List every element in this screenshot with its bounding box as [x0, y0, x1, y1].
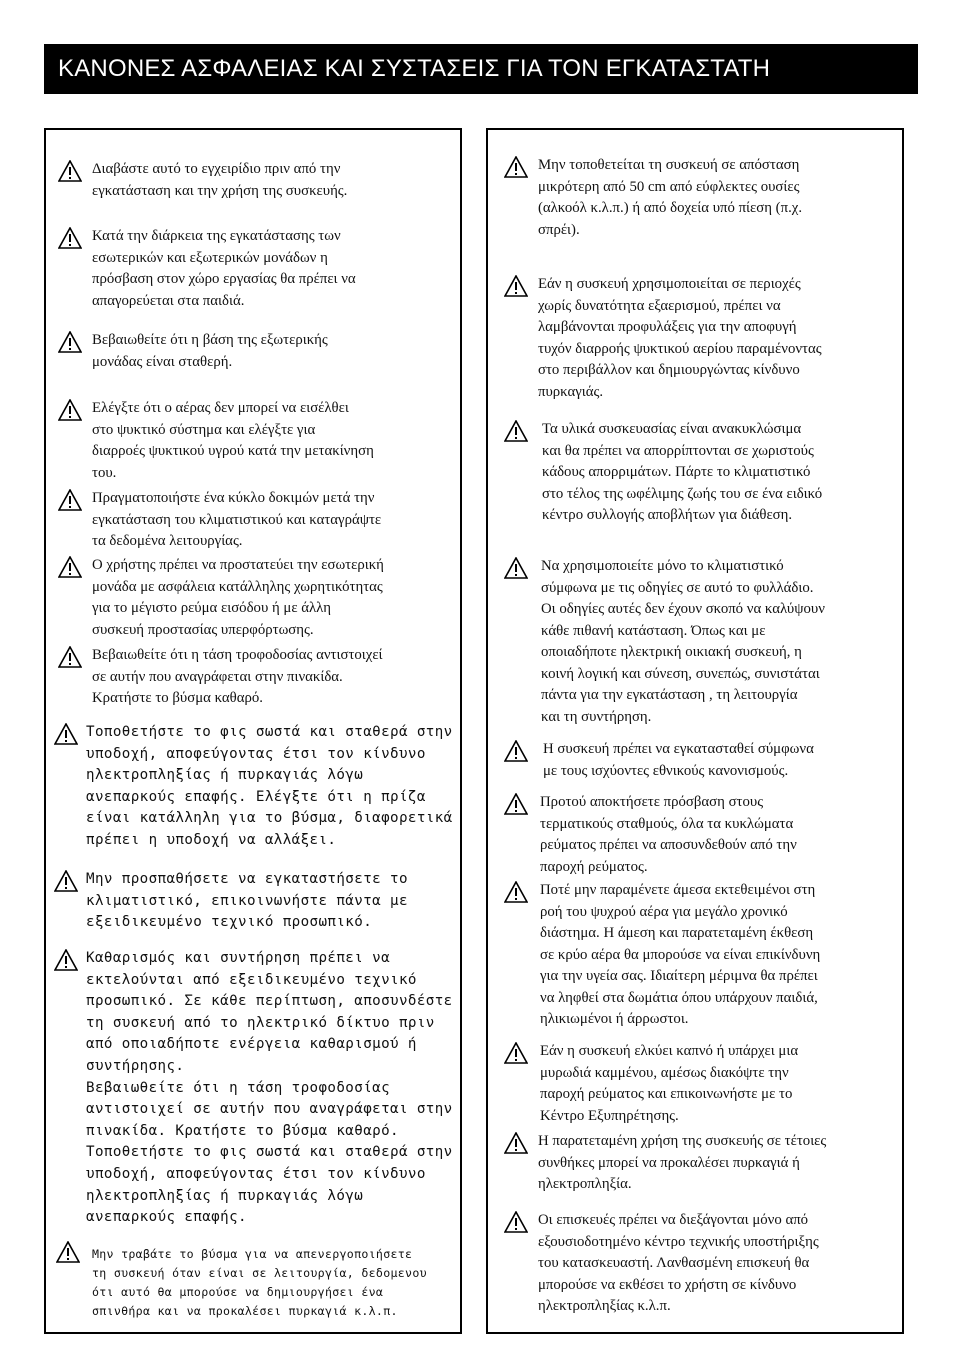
warning-triangle-icon: [58, 646, 82, 668]
warning-item: [86, 722, 453, 852]
warning-triangle-icon: [58, 227, 82, 249]
warning-triangle-icon: [504, 793, 528, 815]
warning-triangle-icon: [54, 949, 78, 971]
warning-text: Ελέγξτε ότι ο αέρας δεν μπορεί να εισέλθει στο ψυκτικό σύστημα και ελέγξτε για διαρροές ψυκτικού υγρού κατά την μετακίνηση του.: [92, 400, 374, 481]
warning-triangle-icon: [504, 740, 528, 762]
warning-triangle-icon: [504, 1042, 528, 1064]
warning-triangle-icon: [54, 870, 78, 892]
warning-item: [543, 739, 814, 782]
warning-text: Μην τραβάτε το βύσμα για να απενεργοποιήσετε τη συσκευή όταν είναι σε λειτουργία, δεδομενου ότι αυτό θα μπορούσε να δημιουργήσει ένα σπινθήρα και να προκαλέσει πυρκαγιά κ.λ.π.: [92, 1247, 427, 1318]
warning-triangle-icon: [56, 1241, 80, 1263]
warning-text: Να χρησιμοποιείτε μόνο το κλιματιστικό σύμφωνα με τις οδηγίες σε αυτό το φυλλάδιο. Οι οδηγίες αυτές δεν έχουν σκοπό να καλύψουν κάθε πιθανή κατάσταση. Όπως και με οποιαδήποτε ηλεκτρική οικιακή συσκευή, η κοινή λογική και σύνεση, συνεπώς, συνιστάται πάντα για την εγκατάσταση , τη λειτουργία και τη συντήρηση.: [541, 558, 825, 725]
warning-text: Πραγματοποιήστε ένα κύκλο δοκιμών μετά την εγκατάσταση του κλιματιστικού και καταγράψτε τα δεδομένα λειτουργίας.: [92, 490, 382, 549]
warning-triangle-icon: [504, 275, 528, 297]
warning-item: [538, 1131, 826, 1196]
warning-text: Οι επισκευές πρέπει να διεξάγονται μόνο από εξουσιοδοτημένο κέντρο τεχνικής υποστήριξης του κατασκευαστή. Λανθασμένη επισκευή θα μπορούσε να εκθέσει το χρήστη σε κίνδυνο ηλεκτροπληξίας κ.λ.π.: [538, 1212, 819, 1314]
warning-triangle-icon: [58, 399, 82, 421]
warning-triangle-icon: [504, 156, 528, 178]
warning-text: Ο χρήστης πρέπει να προστατεύει την εσωτερική μονάδα με ασφάλεια κατάλληλης χωρητικότητας για το μέγιστο ρεύμα εισόδου ή με άλλη συσκευή προστασίας υπερφόρτωσης.: [92, 557, 384, 638]
warning-text: Κατά την διάρκεια της εγκατάστασης των εσωτερικών και εξωτερικών μονάδων η πρόσβαση στον χώρο εργασίας θα πρέπει να απαγορεύεται στα παιδιά.: [92, 228, 356, 309]
warning-item: [538, 155, 802, 241]
page-title: ΚΑΝΟΝΕΣ ΑΣΦΑΛΕΙΑΣ ΚΑΙ ΣΥΣΤΑΣΕΙΣ ΓΙΑ ΤΟΝ ΕΓΚΑΤΑΣΤΑΤΗ: [44, 44, 918, 94]
warning-triangle-icon: [58, 489, 82, 511]
warning-triangle-icon: [504, 1211, 528, 1233]
warning-item: [538, 1210, 819, 1318]
warning-text: Μην τοποθετείται τη συσκευή σε απόσταση μικρότερη από 50 cm από εύφλεκτες ουσίες (αλκοόλ κ.λ.π.) ή από δοχεία υπό πίεση (π.χ. σπρέι).: [538, 157, 803, 238]
warning-triangle-icon: [504, 557, 528, 579]
warning-item: [540, 792, 797, 878]
warning-item: [92, 1245, 427, 1321]
warning-triangle-icon: [504, 1132, 528, 1154]
warning-text: Μην προσπαθήσετε να εγκαταστήσετε το κλιματιστικό, επικοινωνήστε πάντα με εξειδικευμένο τεχνικό προσωπικό.: [86, 871, 408, 931]
warning-item: [92, 645, 383, 710]
warning-text: Προτού αποκτήσετε πρόσβαση στους τερματικούς σταθμούς, όλα τα κυκλώματα ρεύματος πρέπει να αποσυνδεθούν από την παροχή ρεύματος.: [540, 794, 797, 875]
warning-text: Εάν η συσκευή ελκύει καπνό ή υπάρχει μια μυρωδιά καμμένου, αμέσως διακόψτε την παροχή ρεύματος και επικοινωνήστε με το Κέντρο Εξυπηρέτησης.: [540, 1043, 799, 1124]
warning-text: Βεβαιωθείτε ότι η τάση τροφοδοσίας αντιστοιχεί σε αυτήν που αναγράφεται στην πινακίδα. Κρατήστε το βύσμα καθαρό.: [92, 647, 383, 706]
warning-text: Τοποθετήστε το φις σωστά και σταθερά στην υποδοχή, αποφεύγοντας έτσι τον κίνδυνο ηλεκτροπληξίας ή πυρκαγιάς λόγω ανεπαρκούς επαφής. Ελέγξτε ότι η πρίζα είναι κατάλληλη για το βύσμα, διαφορετικά πρέπει η υποδοχή να αλλάξει.: [86, 724, 453, 848]
warning-item: [538, 274, 822, 403]
warning-item: [92, 488, 381, 553]
warning-triangle-icon: [504, 881, 528, 903]
warning-item: [92, 398, 374, 484]
warning-triangle-icon: [58, 556, 82, 578]
warning-item: [540, 880, 820, 1031]
warning-item: [92, 555, 384, 641]
warning-triangle-icon: [58, 331, 82, 353]
warning-item: [540, 1041, 798, 1127]
warning-item: [541, 556, 825, 728]
warning-text: Βεβαιωθείτε ότι η βάση της εξωτερικής μονάδας είναι σταθερή.: [92, 332, 328, 370]
warning-item: [86, 869, 408, 934]
warning-item: [92, 226, 356, 312]
warning-text: Διαβάστε αυτό το εγχειρίδιο πριν από την εγκατάσταση και την χρήση της συσκευής.: [92, 161, 348, 199]
warning-triangle-icon: [58, 160, 82, 182]
warning-item: [92, 330, 328, 373]
warning-text: Τα υλικά συσκευασίας είναι ανακυκλώσιμα και θα πρέπει να απορρίπτονται σε χωριστούς κάδους απορριμάτων. Πάρτε το κλιματιστικό στο τέλος της ωφέλιμης ζωής του σε ένα ειδικό κέντρο συλλογής αποβλήτων για διάθεση.: [542, 421, 823, 523]
warning-triangle-icon: [54, 723, 78, 745]
warning-text: Η παρατεταμένη χρήση της συσκευής σε τέτοιες συνθήκες μπορεί να προκαλέσει πυρκαγιά ή ηλεκτροπληξία.: [538, 1133, 827, 1192]
warning-item: [86, 948, 453, 1229]
warning-text: Ποτέ μην παραμένετε άμεσα εκτεθειμένοι στη ροή του ψυχρού αέρα για μεγάλο χρονικό διάστημα. Η άμεση και παρατεταμένη έκθεση σε κρύο αέρα θα μπορούσε να είναι επικίνδυνη για την υγεία σας. Ιδιαίτερη μέριμνα θα πρέπει να ληφθεί στα δωμάτια όπου υπάρχουν παιδιά, ηλικιωμένοι ή άρρωστοι.: [540, 882, 821, 1027]
warning-text: Εάν η συσκευή χρησιμοποιείται σε περιοχές χωρίς δυνατότητα εξαερισμού, πρέπει να λαμβάνονται προφυλάξεις για την αποφυγή τυχόν διαρροής ψυκτικού αερίου παραμένοντας στο περιβάλλον και δημιουργώντας κίνδυνο πυρκαγιάς.: [538, 276, 822, 400]
warning-text: Η συσκευή πρέπει να εγκατασταθεί σύμφωνα με τους ισχύοντες εθνικούς κανονισμούς.: [543, 741, 814, 779]
warning-triangle-icon: [504, 420, 528, 442]
warning-item: [542, 419, 822, 527]
warning-text: Καθαρισμός και συντήρηση πρέπει να εκτελούνται από εξειδικευμένο τεχνικό προσωπικό. Σε κάθε περίπτωση, αποσυνδέστε τη συσκευή από το ηλεκτρικό δίκτυο πριν από οποιαδήποτε ενέργεια καθαρισμού ή συντήρησης. Βεβαιωθείτε ότι η τάση τροφοδοσίας αντιστοιχεί σε αυτήν που αναγράφεται στην πινακίδα. Κρατήστε το βύσμα καθαρό. Τοποθετήστε το φις σωστά και σταθερά στην υποδοχή, αποφεύγοντας έτσι τον κίνδυνο ηλεκτροπληξίας ή πυρκαγιάς λόγω ανεπαρκούς επαφής.: [86, 950, 453, 1226]
warning-item: [92, 159, 347, 202]
